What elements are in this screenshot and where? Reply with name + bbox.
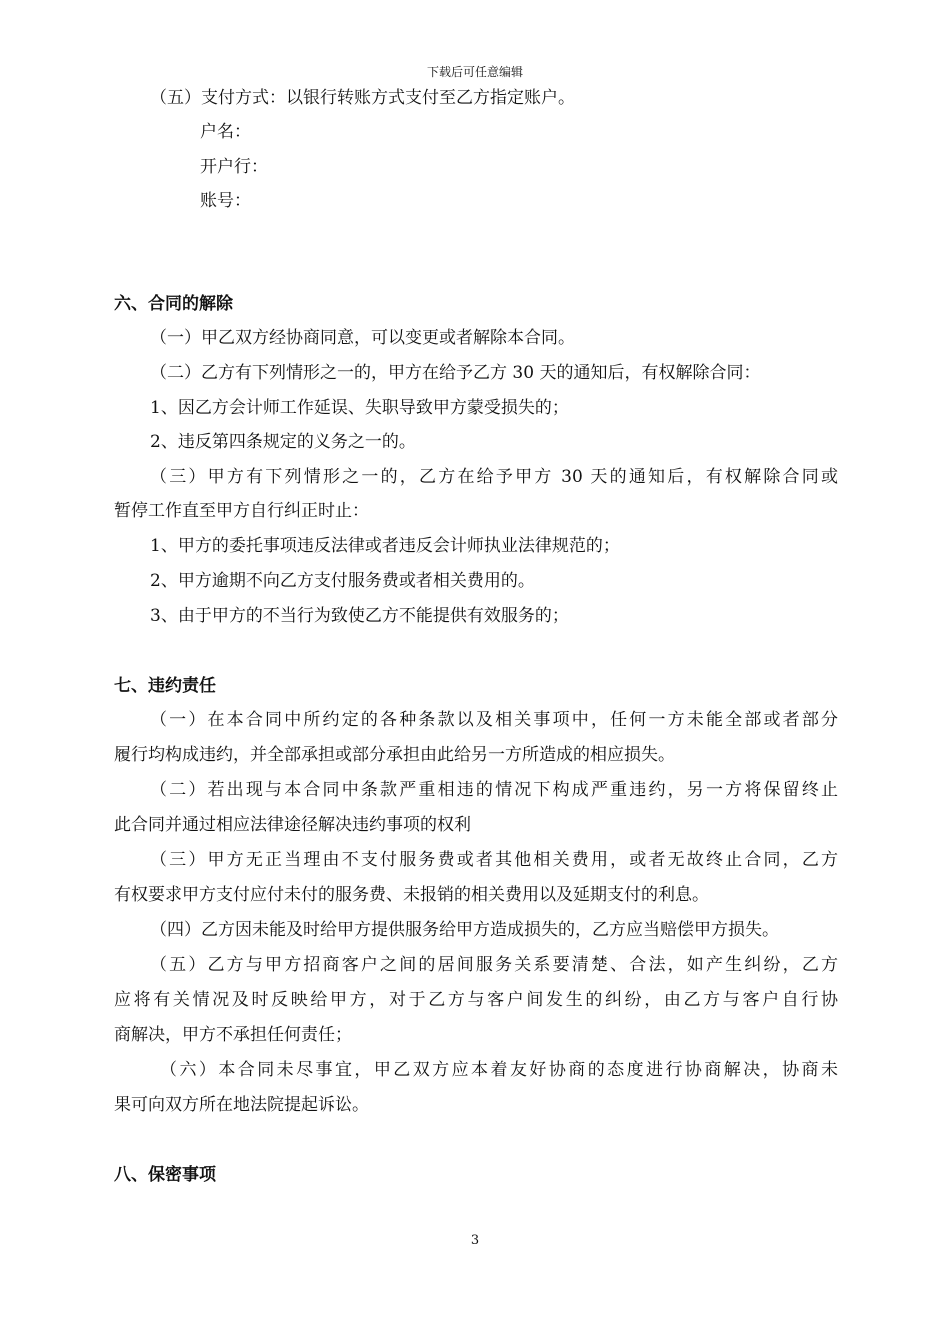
section-6-line: 1、因乙方会计师工作延误、失职导致甲方蒙受损失的； — [150, 398, 569, 418]
section-7-line: （二）若出现与本合同中条款严重相违的情况下构成严重违约，另一方将保留终止 — [150, 780, 838, 800]
payment-method-line: （五）支付方式：以银行转账方式支付至乙方指定账户。 — [150, 88, 575, 108]
section-6-line: 1、甲方的委托事项违反法律或者违反会计师执业法律规范的； — [150, 536, 620, 556]
account-name-field: 户名： — [200, 122, 251, 142]
section-6-heading: 六、合同的解除 — [114, 294, 233, 314]
section-7-line: 应将有关情况及时反映给甲方，对于乙方与客户间发生的纠纷，由乙方与客户自行协 — [114, 990, 838, 1010]
section-7-line: （四）乙方因未能及时给甲方提供服务给甲方造成损失的，乙方应当赔偿甲方损失。 — [150, 920, 779, 940]
section-7-line: （三）甲方无正当理由不支付服务费或者其他相关费用，或者无故终止合同，乙方 — [150, 850, 838, 870]
section-7-heading: 七、违约责任 — [114, 676, 216, 696]
section-7-line: 商解决，甲方不承担任何责任； — [114, 1025, 352, 1045]
account-number-field: 账号： — [200, 191, 251, 211]
section-7-line: 此合同并通过相应法律途径解决违约事项的权利 — [114, 815, 471, 835]
section-7-line: 有权要求甲方支付应付未付的服务费、未报销的相关费用以及延期支付的利息。 — [114, 885, 709, 905]
section-7-line: 果可向双方所在地法院提起诉讼。 — [114, 1095, 369, 1115]
section-6-line: （一）甲乙双方经协商同意，可以变更或者解除本合同。 — [150, 328, 575, 348]
section-6-line: （三）甲方有下列情形之一的，乙方在给予甲方 30 天的通知后，有权解除合同或 — [150, 467, 838, 487]
section-6-line: 2、甲方逾期不向乙方支付服务费或者相关费用的。 — [150, 571, 535, 591]
section-7-line: （一）在本合同中所约定的各种条款以及相关事项中，任何一方未能全部或者部分 — [150, 710, 838, 730]
section-8-heading: 八、保密事项 — [114, 1165, 216, 1185]
bank-field: 开户行： — [200, 157, 268, 177]
section-6-line: 暂停工作直至甲方自行纠正时止： — [114, 501, 369, 521]
section-7-line: （五）乙方与甲方招商客户之间的居间服务关系要清楚、合法，如产生纠纷，乙方 — [150, 955, 838, 975]
page-header: 下载后可任意编辑 — [426, 65, 523, 79]
page-number: 3 — [470, 1233, 480, 1248]
section-6-line: （二）乙方有下列情形之一的，甲方在给予乙方 30 天的通知后，有权解除合同： — [150, 363, 761, 383]
section-6-line: 3、由于甲方的不当行为致使乙方不能提供有效服务的； — [150, 606, 569, 626]
section-7-line: 履行均构成违约，并全部承担或部分承担由此给另一方所造成的相应损失。 — [114, 745, 675, 765]
section-7-line: （六）本合同未尽事宜，甲乙双方应本着友好协商的态度进行协商解决，协商未 — [160, 1060, 838, 1080]
section-6-line: 2、违反第四条规定的义务之一的。 — [150, 432, 416, 452]
